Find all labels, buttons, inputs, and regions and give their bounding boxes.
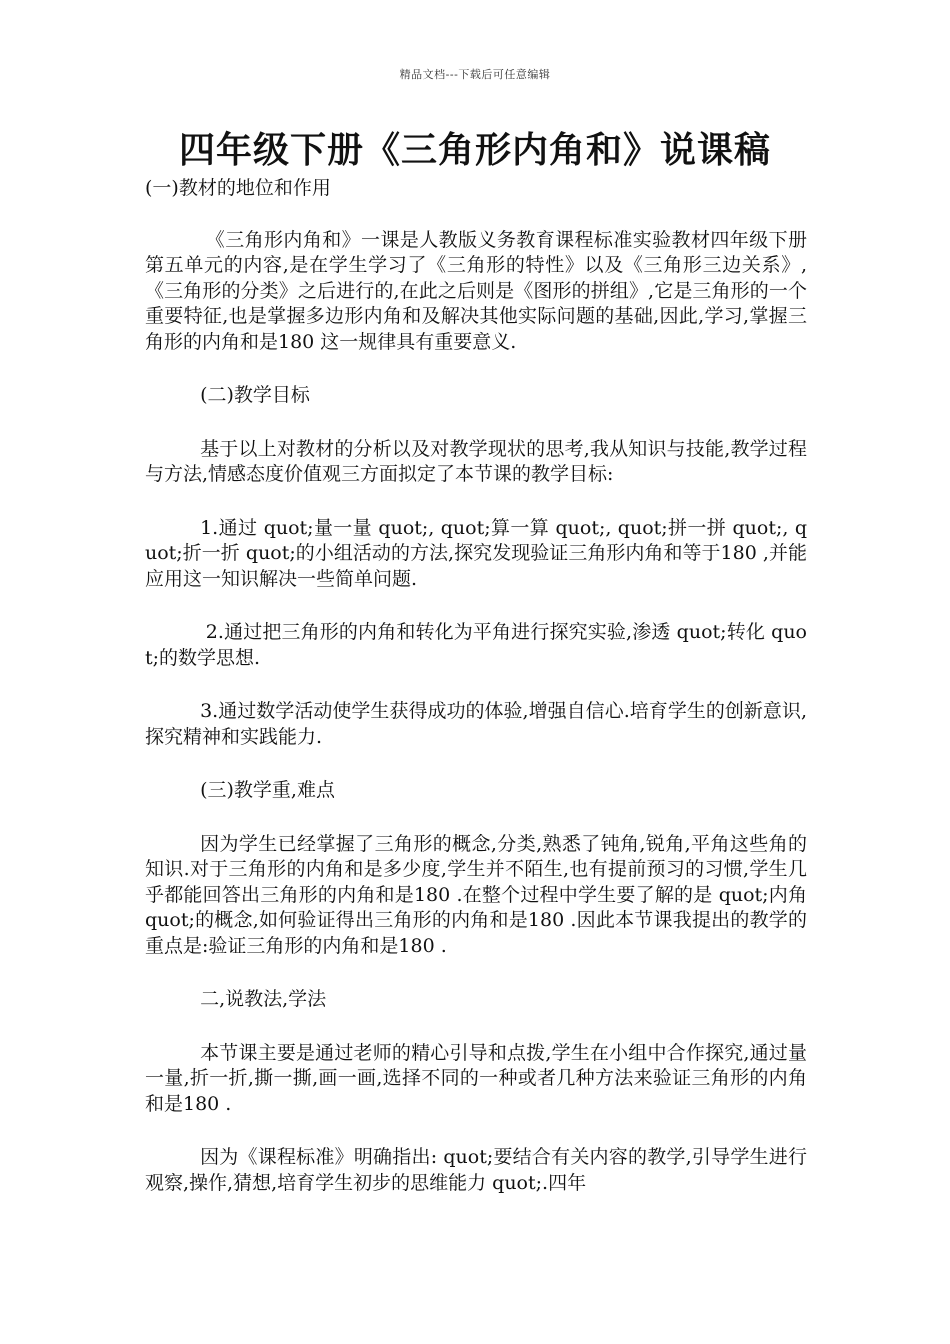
body-paragraph: 基于以上对教材的分析以及对教学现状的思考,我从知识与技能,教学过程与方法,情感态度价值观三方面拟定了本节课的教学目标: <box>145 437 807 485</box>
body-paragraph: 因为学生已经掌握了三角形的概念,分类,熟悉了钝角,锐角,平角这些角的知识.对于三角形的内角和是多少度,学生并不陌生,也有提前预习的习惯,学生几乎都能回答出三角形的内角和是180 .在整个过程中学生要了解的是 quot;内角 quot;的概念,如何验证得出三角形的内角和是180 .因此本节课我提出的教学的重点是:验证三角形的内角和是180 . <box>145 832 807 957</box>
header-note: 精品文档---下载后可任意编辑 <box>399 68 551 81</box>
section-heading-goals: (二)教学目标 <box>200 384 310 406</box>
goal-item: 1.通过 quot;量一量 quot;, quot;算一算 quot;, quot;拼一拼 quot;, quot;折一折 quot;的小组活动的方法,探究发现验证三角形内角和等于180 ,并能应用这一知识解决一些简单问题. <box>145 516 807 590</box>
goal-item: 2.通过把三角形的内角和转化为平角进行探究实验,渗透 quot;转化 quot;的数学思想. <box>145 621 807 669</box>
section-heading-methods: 二,说教法,学法 <box>200 988 327 1010</box>
body-paragraph: 本节课主要是通过老师的精心引导和点拨,学生在小组中合作探究,通过量一量,折一折,撕一撕,画一画,选择不同的一种或者几种方法来验证三角形的内角和是180 . <box>145 1041 807 1115</box>
goal-item: 3.通过数学活动使学生获得成功的体验,增强自信心.培育学生的创新意识,探究精神和实践能力. <box>145 700 807 748</box>
section-heading-key-points: (三)教学重,难点 <box>200 779 335 801</box>
body-paragraph: 《三角形内角和》一课是人教版义务教育课程标准实验教材四年级下册第五单元的内容,是在学生学习了《三角形的特性》以及《三角形三边关系》,《三角形的分类》之后进行的,在此之后则是《图形的拼组》,它是三角形的一个重要特征,也是掌握多边形内角和及解决其他实际问题的基础,因此,学习,掌握三角形的内角和是180 这一规律具有重要意义. <box>145 228 807 353</box>
body-paragraph: 因为《课程标准》明确指出: quot;要结合有关内容的教学,引导学生进行观察,操作,猜想,培育学生初步的思维能力 quot;.四年 <box>145 1146 807 1194</box>
document-body <box>145 176 807 1224</box>
section-heading-material: (一)教材的地位和作用 <box>145 177 331 199</box>
document-title: 四年级下册《三角形内角和》说课稿 <box>178 129 771 171</box>
